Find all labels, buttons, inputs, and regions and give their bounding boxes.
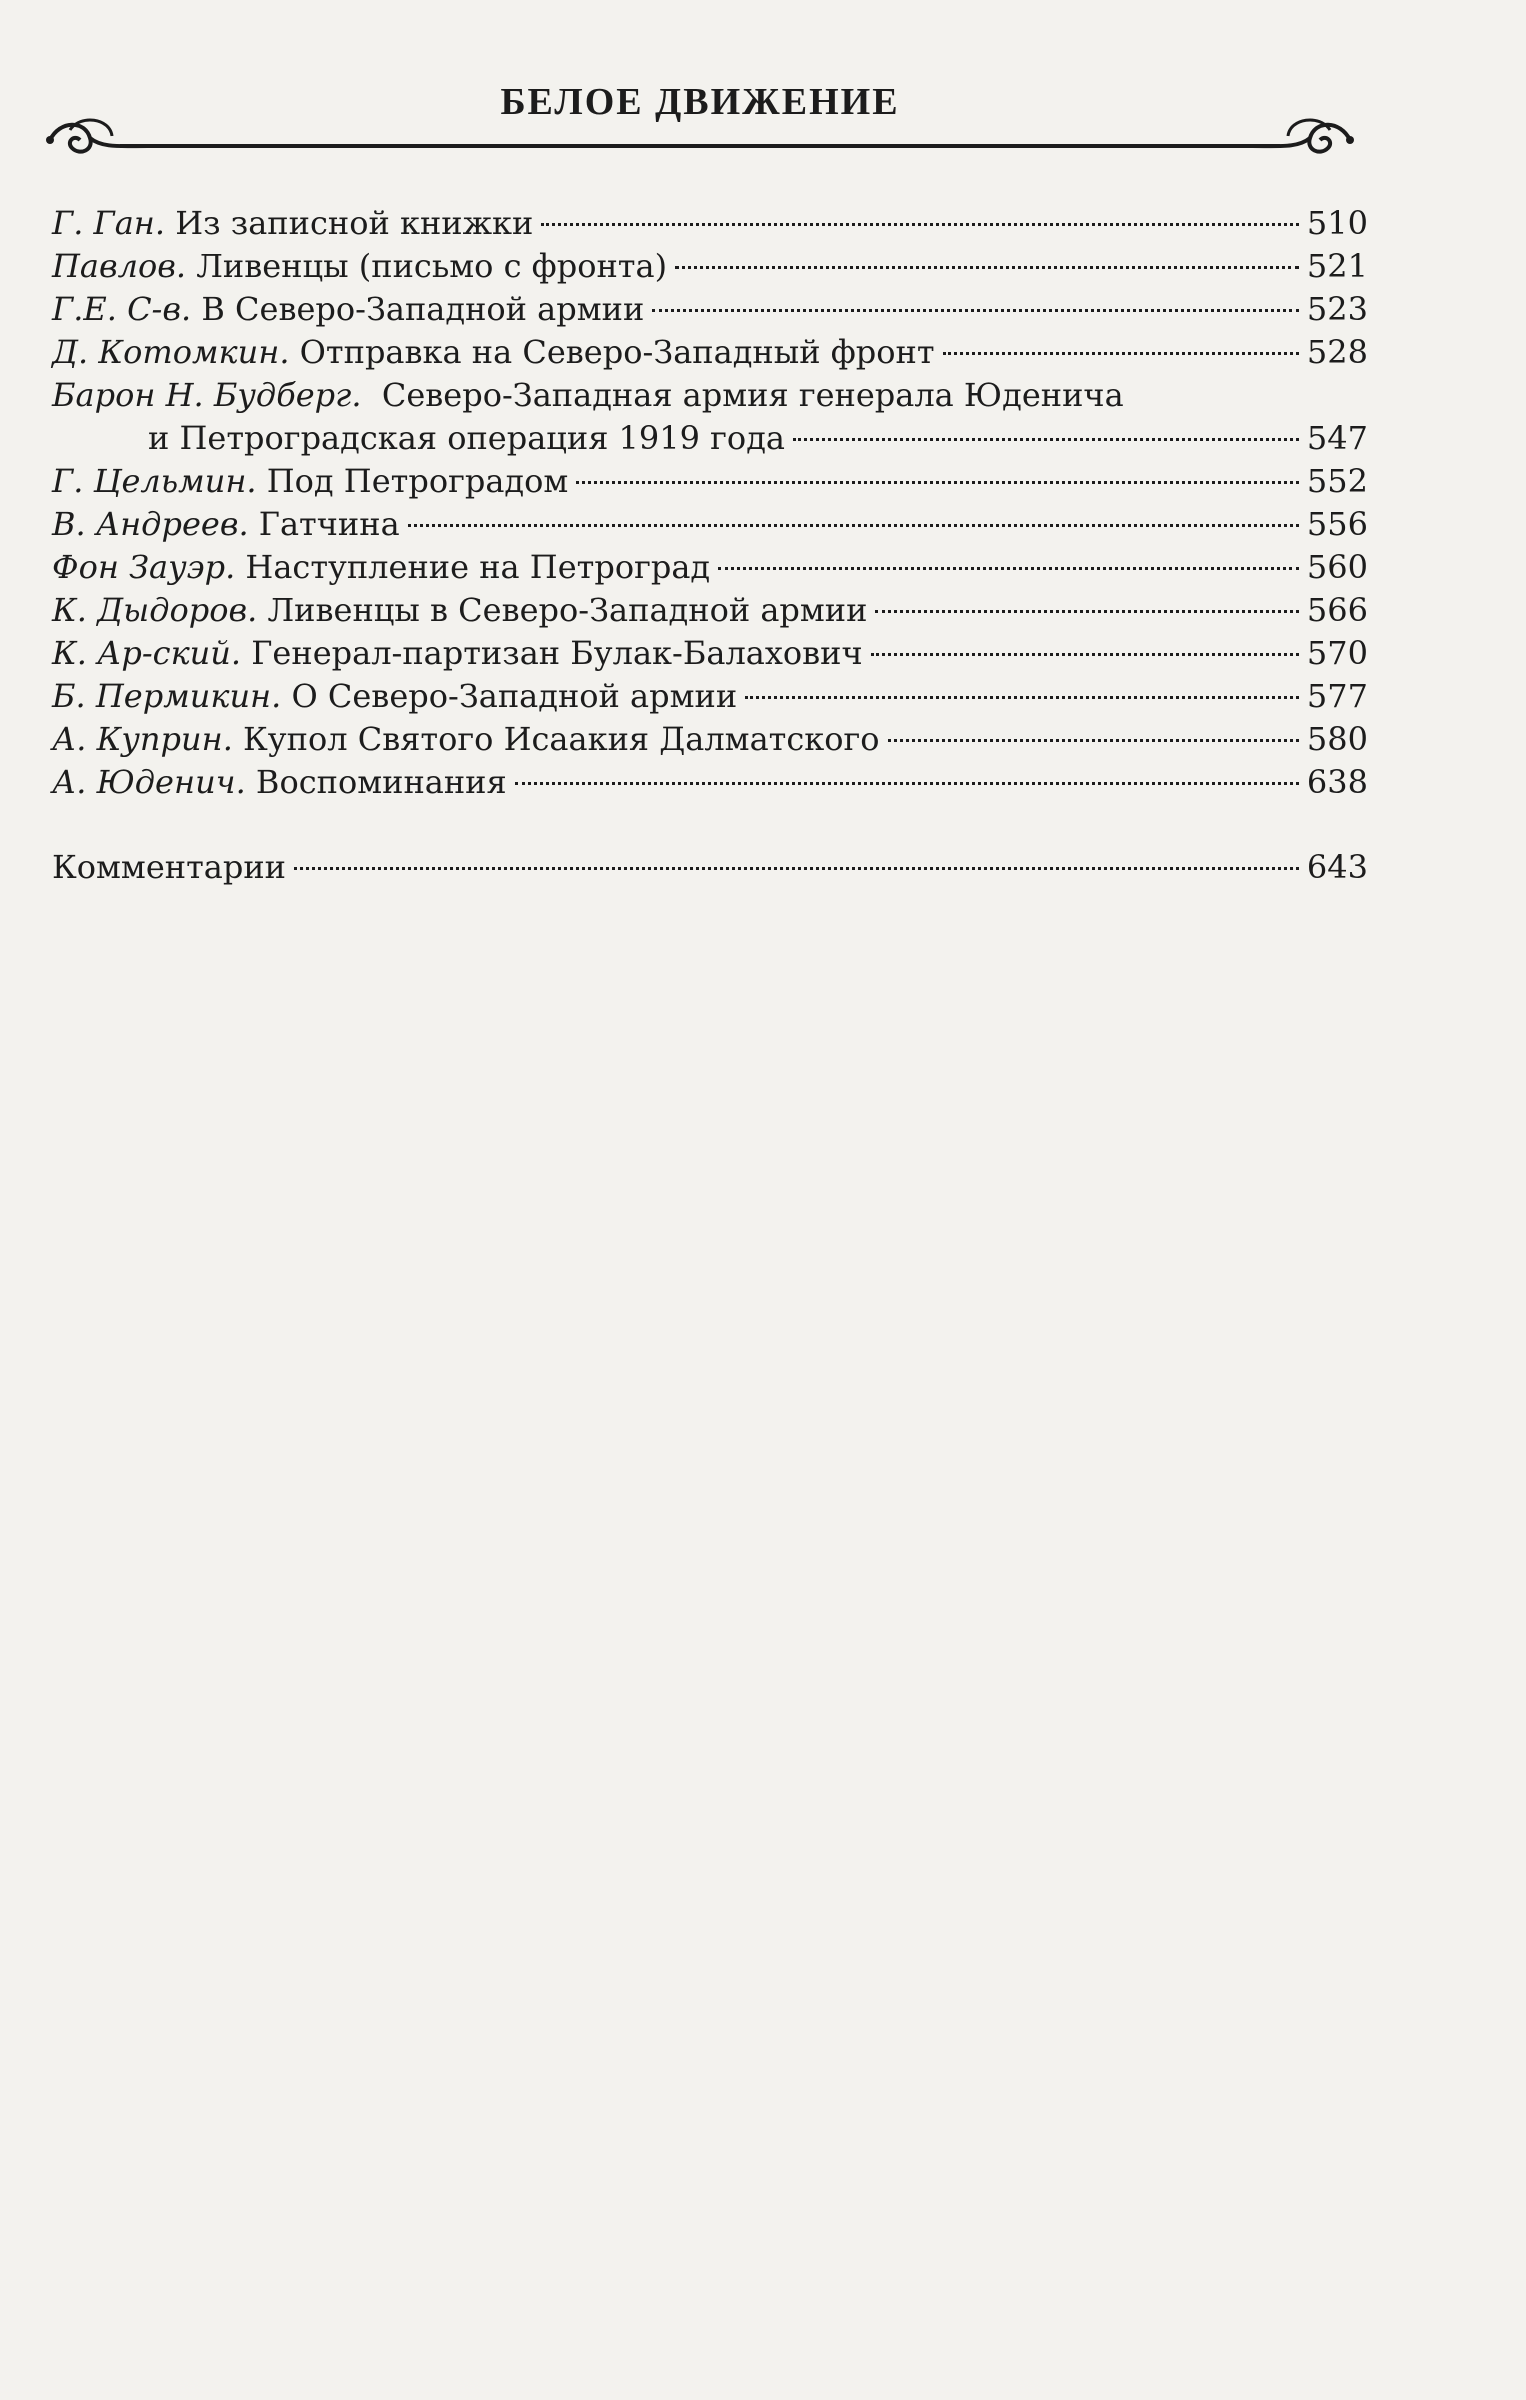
toc-author: Д. Котомкин. — [52, 333, 290, 371]
running-header — [40, 70, 1360, 160]
toc-title: В Северо-Западной армии — [201, 290, 645, 328]
toc-entry[interactable] — [52, 503, 1368, 546]
toc-author: В. Андреев. — [52, 505, 249, 543]
toc-author: Г.Е. С-в. — [52, 290, 192, 328]
toc-entry[interactable] — [52, 245, 1368, 288]
toc-page-number: 560 — [1306, 548, 1368, 586]
dot-leader — [888, 739, 1299, 742]
toc-author: К. Дыдоров. — [52, 591, 258, 629]
toc-title: О Северо-Западной армии — [291, 677, 738, 715]
toc-entry[interactable] — [52, 718, 1368, 761]
dot-leader — [576, 481, 1299, 484]
dot-leader — [515, 782, 1299, 785]
toc-page-number: 523 — [1306, 290, 1368, 328]
toc-page-number: 547 — [1306, 419, 1368, 457]
toc-entry[interactable] — [52, 589, 1368, 632]
toc-author: Павлов. — [52, 247, 187, 285]
toc-title: Ливенцы в Северо-Западной армии — [267, 591, 868, 629]
dot-leader — [875, 610, 1298, 613]
toc-title: Наступление на Петроград — [245, 548, 711, 586]
toc-page-number: 580 — [1306, 720, 1368, 758]
toc-title: Ливенцы (письмо с фронта) — [196, 247, 668, 285]
toc-entry[interactable] — [52, 331, 1368, 374]
toc-title-continued: и Петроградская операция 1919 года — [148, 419, 785, 457]
toc-title: Из записной книжки — [175, 204, 534, 242]
toc-author: Фон Зауэр. — [52, 548, 236, 586]
toc-entry[interactable] — [52, 546, 1368, 589]
ornament-right-icon — [1250, 110, 1360, 170]
toc-title: Комментарии — [52, 848, 286, 886]
toc-title: Отправка на Северо-Западный фронт — [299, 333, 935, 371]
toc-author: А. Куприн. — [52, 720, 233, 758]
toc-title: Купол Святого Исаакия Далматского — [243, 720, 880, 758]
toc-page-number: 638 — [1306, 763, 1368, 801]
toc-entry[interactable] — [52, 460, 1368, 503]
toc-author: Г. Цельмин. — [52, 462, 257, 500]
toc-page-number: 552 — [1306, 462, 1368, 500]
dot-leader — [294, 867, 1299, 870]
dot-leader — [718, 567, 1299, 570]
toc-entry[interactable] — [52, 202, 1368, 245]
toc-title: Генерал-партизан Булак-Балахович — [251, 634, 863, 672]
dot-leader — [652, 309, 1299, 312]
dot-leader — [541, 223, 1299, 226]
header-rule — [120, 144, 1280, 148]
toc-entry[interactable] — [52, 374, 1368, 460]
toc-page-number: 570 — [1306, 634, 1368, 672]
toc-page-number: 566 — [1306, 591, 1368, 629]
toc-entry[interactable] — [52, 288, 1368, 331]
toc-spacer — [52, 804, 1368, 846]
toc-page-number: 510 — [1306, 204, 1368, 242]
table-of-contents — [52, 202, 1368, 889]
toc-title: Гатчина — [258, 505, 400, 543]
dot-leader — [793, 438, 1299, 441]
toc-entry[interactable] — [52, 761, 1368, 804]
toc-page-number: 528 — [1306, 333, 1368, 371]
toc-author: А. Юденич. — [52, 763, 246, 801]
toc-title: Воспоминания — [255, 763, 507, 801]
toc-page-number: 556 — [1306, 505, 1368, 543]
toc-title: Северо-Западная армия генерала Юденича — [381, 376, 1124, 414]
toc-author: Б. Пермикин. — [52, 677, 282, 715]
toc-author: К. Ар-ский. — [52, 634, 242, 672]
dot-leader — [408, 524, 1299, 527]
toc-title: Под Петроградом — [266, 462, 569, 500]
toc-page-number: 521 — [1306, 247, 1368, 285]
toc-page-number: 577 — [1306, 677, 1368, 715]
toc-page-number: 643 — [1306, 848, 1368, 886]
toc-author: Барон Н. Будберг. — [52, 376, 362, 414]
dot-leader — [871, 653, 1299, 656]
dot-leader — [745, 696, 1299, 699]
toc-entry[interactable] — [52, 632, 1368, 675]
toc-entry[interactable] — [52, 675, 1368, 718]
toc-author: Г. Ган. — [52, 204, 166, 242]
dot-leader — [675, 266, 1299, 269]
toc-entry-comments[interactable] — [52, 846, 1368, 889]
dot-leader — [943, 352, 1299, 355]
header-title: БЕЛОЕ ДВИЖЕНИЕ — [500, 81, 900, 123]
